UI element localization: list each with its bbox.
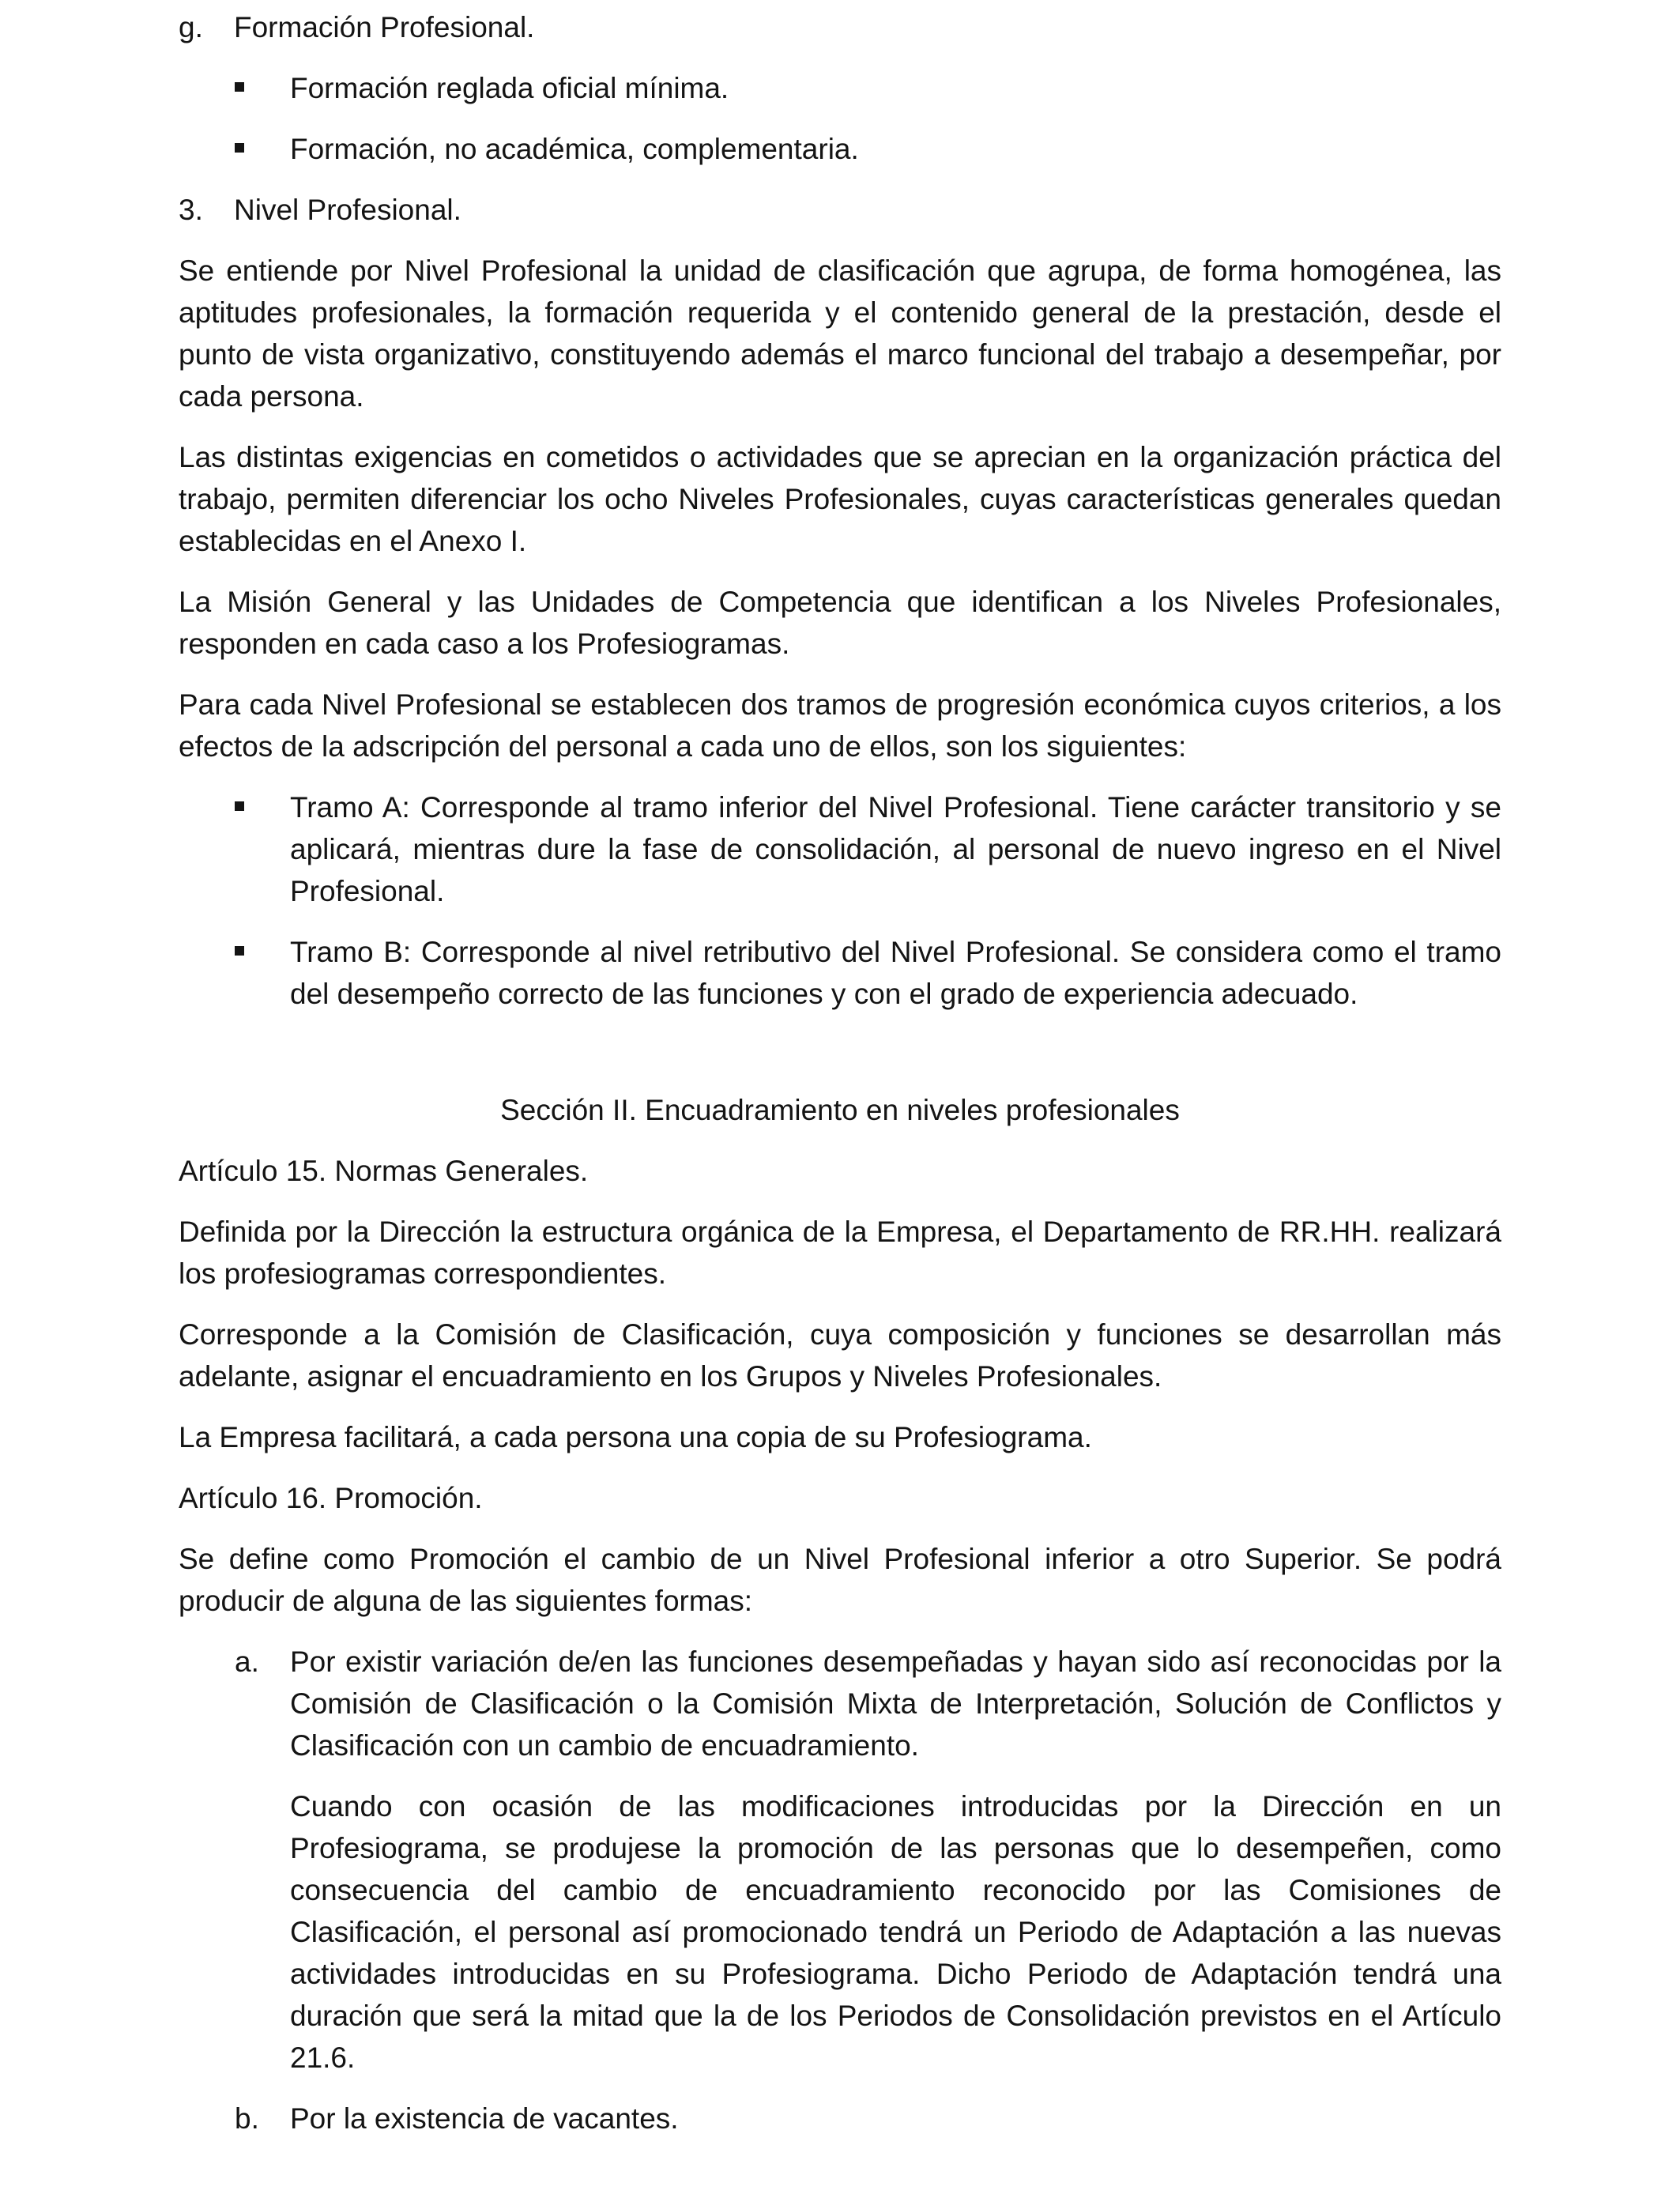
bullet-item [235, 67, 1501, 109]
list-item-a [235, 1641, 1501, 1766]
bullet-item [235, 931, 1501, 1015]
list-item-text: Nivel Profesional. [234, 194, 461, 226]
paragraph: La Empresa facilitará, a cada persona una copia de su Profesiograma. [179, 1421, 1092, 1453]
square-bullet-icon [235, 946, 244, 956]
bullet-item [235, 128, 1501, 170]
list-item-3 [179, 189, 1501, 231]
bullet-text: Tramo B: Corresponde al nivel retributivo del Nivel Profesional. Se considera como el tramo del desempeño correcto de las funciones y con el grado de experiencia adecuado. [290, 936, 1501, 1010]
paragraph: Se define como Promoción el cambio de un Nivel Profesional inferior a otro Superior. Se podrá producir de alguna de las siguientes formas: [179, 1543, 1501, 1617]
list-item-b [235, 2098, 1501, 2139]
square-bullet-icon [235, 143, 244, 153]
bullet-text: Formación reglada oficial mínima. [290, 72, 729, 104]
list-marker: b. [235, 2102, 259, 2135]
article-heading: Artículo 16. Promoción. [179, 1482, 483, 1514]
square-bullet-icon [235, 82, 244, 92]
section-heading: Sección II. Encuadramiento en niveles profesionales [500, 1094, 1180, 1126]
bullet-item [235, 786, 1501, 912]
bullet-text: Tramo A: Corresponde al tramo inferior del Nivel Profesional. Tiene carácter transitorio y se aplicará, mientras dure la fase de consolidación, al personal de nuevo ingreso en el Nivel Profesional. [290, 791, 1501, 907]
square-bullet-icon [235, 801, 244, 811]
article-heading: Artículo 15. Normas Generales. [179, 1155, 589, 1187]
list-item-text: Formación Profesional. [234, 11, 535, 43]
paragraph: Para cada Nivel Profesional se establecen dos tramos de progresión económica cuyos criterios, a los efectos de la adscripción del personal a cada uno de ellos, son los siguientes: [179, 688, 1501, 763]
list-item-g [179, 6, 1501, 48]
list-item-text: Por existir variación de/en las funciones desempeñadas y hayan sido así reconocidas por la Comisión de Clasificación o la Comisión Mixta de Interpretación, Solución de Conflictos y Clasificación con un cambio de encuadramiento. [290, 1646, 1501, 1762]
list-marker: a. [235, 1646, 259, 1678]
paragraph: Definida por la Dirección la estructura orgánica de la Empresa, el Departamento de RR.HH. realizará los profesiogramas correspondientes. [179, 1216, 1501, 1290]
paragraph: Las distintas exigencias en cometidos o actividades que se aprecian en la organización práctica del trabajo, permiten diferenciar los ocho Niveles Profesionales, cuyas características generales quedan establecidas en el Anexo I. [179, 441, 1501, 557]
paragraph: Se entiende por Nivel Profesional la unidad de clasificación que agrupa, de forma homogénea, las aptitudes profesionales, la formación requerida y el contenido general de la prestación, desde el punto de vista organizativo, constituyendo además el marco funcional del trabajo a desempeñar, por cada persona. [179, 254, 1501, 413]
paragraph: La Misión General y las Unidades de Competencia que identifican a los Niveles Profesionales, responden en cada caso a los Profesiogramas. [179, 586, 1501, 660]
list-item-text: Por la existencia de vacantes. [290, 2102, 679, 2135]
list-marker: 3. [179, 194, 203, 226]
bullet-text: Formación, no académica, complementaria. [290, 133, 859, 165]
list-marker: g. [179, 11, 203, 43]
list-item-continuation: Cuando con ocasión de las modificaciones introducidas por la Dirección en un Profesiograma, se produjese la promoción de las personas que lo desempeñen, como consecuencia del cambio de encuadramiento reconocido por las Comisiones de Clasificación, el personal así promocionado tendrá un Periodo de Adaptación a las nuevas actividades introducidas en su Profesiograma. Dicho Periodo de Adaptación tendrá una duración que será la mitad que la de los Periodos de Consolidación previstos en el Artículo 21.6. [290, 1790, 1501, 2074]
paragraph: Corresponde a la Comisión de Clasificación, cuya composición y funciones se desarrollan más adelante, asignar el encuadramiento en los Grupos y Niveles Profesionales. [179, 1318, 1501, 1393]
